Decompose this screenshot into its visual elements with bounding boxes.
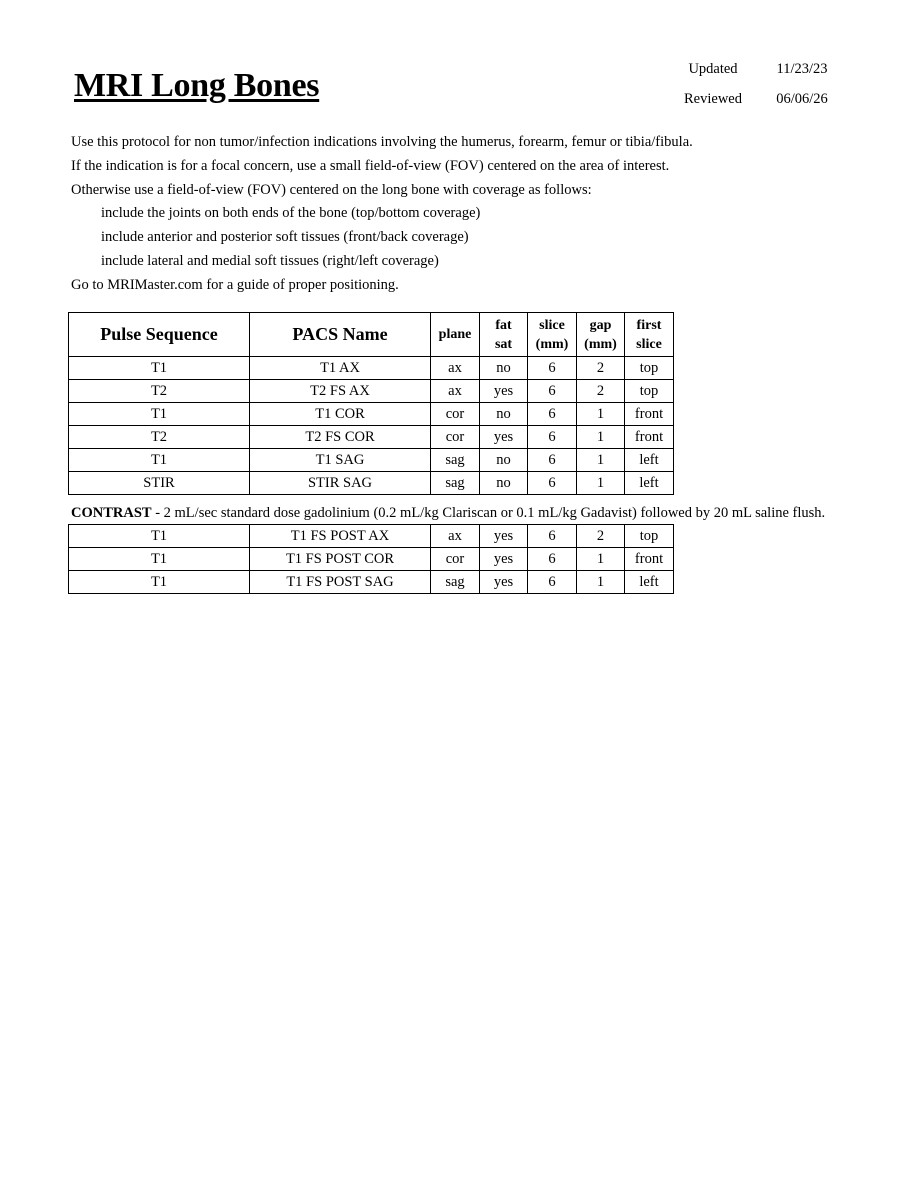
cell-sequence: T1 xyxy=(69,525,250,548)
cell-fat-sat: no xyxy=(480,357,528,380)
table-row xyxy=(69,525,674,548)
cell-sequence: T1 xyxy=(69,449,250,472)
cell-plane: cor xyxy=(431,403,480,426)
cell-slice: 6 xyxy=(528,426,577,449)
instruction-line: Otherwise use a field-of-view (FOV) centered on the long bone with coverage as follows: xyxy=(71,181,592,198)
cell-plane: ax xyxy=(431,357,480,380)
cell-slice: 6 xyxy=(528,571,577,594)
table-row xyxy=(69,548,674,571)
cell-plane: ax xyxy=(431,380,480,403)
header-first-line1: first xyxy=(636,317,662,333)
cell-first-slice: front xyxy=(625,548,674,571)
cell-gap: 1 xyxy=(577,571,625,594)
cell-first-slice: top xyxy=(625,380,674,403)
cell-sequence: T1 xyxy=(69,403,250,426)
instruction-line: Go to MRIMaster.com for a guide of proper positioning. xyxy=(71,276,399,293)
cell-pacs-name: T2 FS COR xyxy=(250,426,431,449)
cell-sequence: T2 xyxy=(69,426,250,449)
cell-first-slice: front xyxy=(625,426,674,449)
header-first-slice xyxy=(625,313,674,357)
cell-plane: cor xyxy=(431,426,480,449)
cell-fat-sat: yes xyxy=(480,380,528,403)
table-row xyxy=(69,403,674,426)
contrast-text: - 2 mL/sec standard dose gadolinium (0.2 mL/kg Clariscan or 0.1 mL/kg Gadavist) followed by 20 mL saline flush. xyxy=(151,505,826,521)
cell-fat-sat: no xyxy=(480,449,528,472)
post-contrast-table xyxy=(68,524,674,594)
header-pulse-sequence: Pulse Sequence xyxy=(69,313,250,357)
cell-pacs-name: STIR SAG xyxy=(250,472,431,495)
header-gap xyxy=(577,313,625,357)
cell-slice: 6 xyxy=(528,525,577,548)
updated-date: 11/23/23 xyxy=(776,61,828,77)
reviewed-date: 06/06/26 xyxy=(776,91,828,107)
cell-sequence: T1 xyxy=(69,571,250,594)
cell-pacs-name: T1 SAG xyxy=(250,449,431,472)
cell-plane: sag xyxy=(431,472,480,495)
table-row xyxy=(69,472,674,495)
cell-pacs-name: T1 COR xyxy=(250,403,431,426)
header-fat-line2: sat xyxy=(494,336,513,352)
cell-gap: 1 xyxy=(577,403,625,426)
instruction-line: If the indication is for a focal concern, use a small field-of-view (FOV) centered on the area of interest. xyxy=(71,157,670,174)
coverage-item: include anterior and posterior soft tissues (front/back coverage) xyxy=(101,229,469,246)
cell-fat-sat: yes xyxy=(480,548,528,571)
contrast-label: CONTRAST xyxy=(71,505,152,521)
header-gap-line1: gap xyxy=(589,317,612,333)
table-row xyxy=(69,449,674,472)
cell-slice: 6 xyxy=(528,380,577,403)
cell-first-slice: top xyxy=(625,525,674,548)
cell-fat-sat: yes xyxy=(480,426,528,449)
cell-gap: 2 xyxy=(577,357,625,380)
cell-pacs-name: T1 AX xyxy=(250,357,431,380)
header-first-line2: slice xyxy=(636,336,662,352)
cell-sequence: T1 xyxy=(69,357,250,380)
cell-pacs-name: T1 FS POST AX xyxy=(250,525,431,548)
cell-plane: cor xyxy=(431,548,480,571)
cell-pacs-name: T2 FS AX xyxy=(250,380,431,403)
cell-pacs-name: T1 FS POST COR xyxy=(250,548,431,571)
header-gap-line2: (mm) xyxy=(584,336,617,352)
header-fat-sat xyxy=(480,313,528,357)
coverage-item: include the joints on both ends of the bone (top/bottom coverage) xyxy=(101,205,481,222)
cell-gap: 1 xyxy=(577,472,625,495)
contrast-note xyxy=(71,502,825,524)
cell-fat-sat: yes xyxy=(480,571,528,594)
cell-gap: 1 xyxy=(577,426,625,449)
cell-fat-sat: no xyxy=(480,403,528,426)
cell-plane: ax xyxy=(431,525,480,548)
cell-first-slice: top xyxy=(625,357,674,380)
cell-slice: 6 xyxy=(528,403,577,426)
table-header-row xyxy=(69,313,674,357)
cell-plane: sag xyxy=(431,571,480,594)
cell-slice: 6 xyxy=(528,472,577,495)
cell-pacs-name: T1 FS POST SAG xyxy=(250,571,431,594)
cell-first-slice: left xyxy=(625,472,674,495)
updated-label: Updated xyxy=(688,61,738,77)
cell-sequence: T1 xyxy=(69,548,250,571)
table-row xyxy=(69,426,674,449)
header-plane: plane xyxy=(431,313,480,357)
cell-gap: 1 xyxy=(577,548,625,571)
table-row xyxy=(69,571,674,594)
cell-gap: 1 xyxy=(577,449,625,472)
cell-sequence: T2 xyxy=(69,380,250,403)
table-row xyxy=(69,380,674,403)
cell-slice: 6 xyxy=(528,548,577,571)
cell-gap: 2 xyxy=(577,525,625,548)
header-fat-line1: fat xyxy=(495,317,512,333)
header-slice xyxy=(528,313,577,357)
cell-plane: sag xyxy=(431,449,480,472)
cell-gap: 2 xyxy=(577,380,625,403)
sequence-table xyxy=(68,312,674,495)
cell-fat-sat: no xyxy=(480,472,528,495)
cell-slice: 6 xyxy=(528,449,577,472)
header-slice-line1: slice xyxy=(539,317,565,333)
protocol-instructions xyxy=(71,131,891,298)
cell-fat-sat: yes xyxy=(480,525,528,548)
cell-first-slice: front xyxy=(625,403,674,426)
header-pacs-name: PACS Name xyxy=(250,313,431,357)
instruction-line: Use this protocol for non tumor/infection indications involving the humerus, forearm, femur or tibia/fibula. xyxy=(71,134,693,150)
cell-sequence: STIR xyxy=(69,472,250,495)
cell-first-slice: left xyxy=(625,449,674,472)
cell-slice: 6 xyxy=(528,357,577,380)
reviewed-label: Reviewed xyxy=(684,91,742,107)
cell-first-slice: left xyxy=(625,571,674,594)
header-slice-line2: (mm) xyxy=(535,336,569,352)
page-title: MRI Long Bones xyxy=(74,67,320,104)
table-row xyxy=(69,357,674,380)
coverage-item: include lateral and medial soft tissues (right/left coverage) xyxy=(101,252,439,269)
